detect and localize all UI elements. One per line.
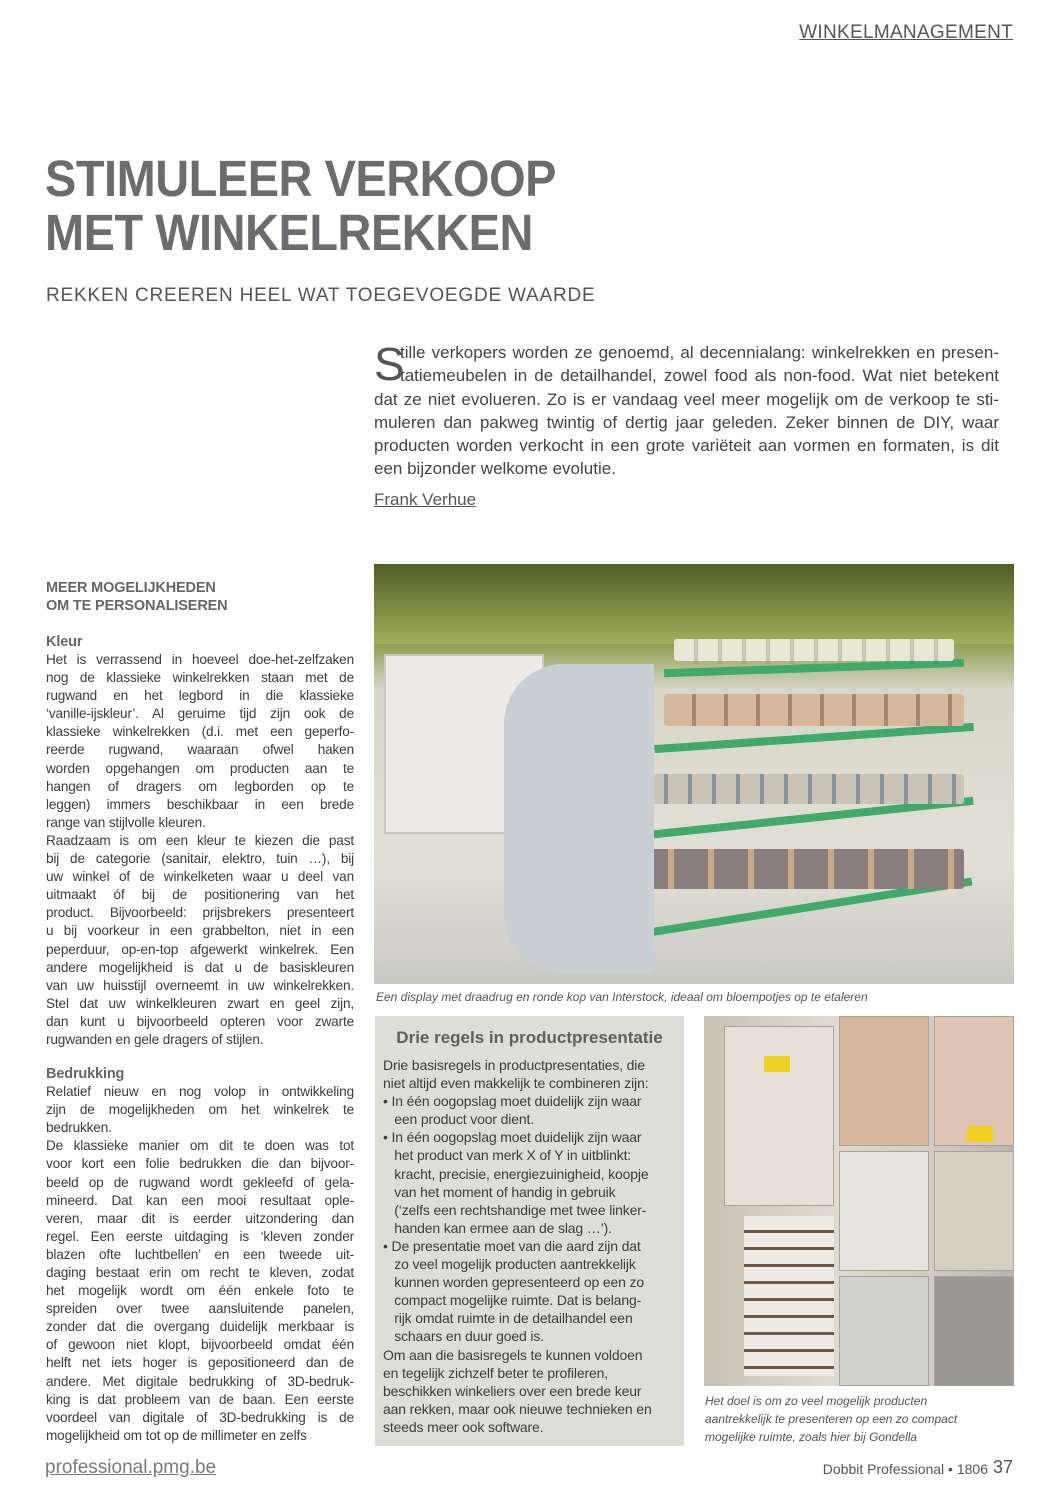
text-line: product. Bijvoorbeeld: prijsbrekers presenteert	[46, 905, 354, 921]
text-line: rugwanden en gele dragers of stijlen.	[46, 1031, 264, 1047]
tiles-display-photo	[704, 1016, 1014, 1386]
website-link[interactable]: professional.pmg.be	[45, 1457, 217, 1478]
text-line: regel. Een eerste uitdaging is ‘kleven zonder	[46, 1228, 354, 1244]
text-line: dat ze niet evolueren. Zo is er vandaag veel meer mogelijk om de verkoop te sti-	[374, 389, 999, 409]
text-line: rijk omdat ruimte in de detailhandel een	[383, 1310, 633, 1327]
store-display-photo	[374, 564, 1014, 984]
article-title	[45, 152, 556, 260]
text-line: uw winkel of de winkelketen waar u deel van	[46, 869, 354, 885]
text-line: rugwand en het legbord in die klassieke	[46, 688, 354, 704]
text-line: king is dat probleem van de baan. Een eerste	[46, 1391, 354, 1407]
text-line: en tegelijk zichzelf beter te profileren,	[383, 1364, 608, 1381]
text-line: nog de klassieke winkelrekken staan met de	[46, 670, 354, 686]
text-line: van het moment of handig in gebruik	[383, 1183, 616, 1200]
text-line: Stel dat uw winkelkleuren zwart en geel zijn,	[46, 995, 354, 1011]
text-line: ‘vanille-ijskleur’. Al geruime tijd zijn ook de	[46, 706, 354, 722]
column-heading	[46, 579, 354, 615]
text-line: leggen) immers beschikbaar in een brede	[46, 796, 354, 812]
text-line: kunnen worden gepresenteerd op een zo	[383, 1274, 644, 1291]
text-line: hangen of dragers om legborden op te	[46, 778, 354, 794]
text-line: voordeel van digitale of 3D-bedrukking is de	[46, 1409, 354, 1425]
text-line: compact mogelijke ruimte. Dat is belang-	[383, 1292, 642, 1309]
title-line: MET WINKELREKKEN	[45, 204, 533, 261]
text-line: of gewoon niet klopt, bijvoorbeeld omdat één	[46, 1337, 354, 1353]
text-line: Om aan die basisregels te kunnen voldoen	[383, 1346, 643, 1363]
text-line: het mogelijk wordt om één enkele foto te	[46, 1283, 354, 1299]
author-byline: Frank Verhue	[374, 490, 477, 509]
text-line: helft net iets hoger is gepositioneerd dan de	[46, 1355, 354, 1371]
photo-caption: Een display met draadrug en ronde kop van Interstock, ideaal om bloempotjes op te etaleren	[376, 990, 868, 1004]
text-line: andere mogelijkheid is dat u de basiskleuren	[46, 959, 354, 975]
text-line: schaars en duur goed is.	[383, 1328, 544, 1345]
text-line: (‘zelfs een rechtshandige met twee linker-	[383, 1201, 647, 1218]
text-line: uitmaakt óf bij de positionering van het	[46, 887, 354, 903]
text-line: andere. Met digitale bedrukking of 3D-bedruk-	[46, 1373, 354, 1389]
box-title: Drie regels in productpresentatie	[396, 1028, 663, 1047]
section-heading: Bedrukking	[46, 1066, 125, 1083]
text-line: Relatief nieuw en nog volop in ontwikkeling	[46, 1084, 354, 1100]
text-line: blazen ofte luchtbellen’ en een tweede uit-	[46, 1246, 354, 1262]
left-column	[46, 579, 354, 1445]
text-line: Drie basisregels in productpresentaties, die	[383, 1057, 645, 1073]
text-line: spreiden over twee aansluitende panelen,	[46, 1301, 354, 1317]
text-line: dan kunt u bijvoorbeeld opteren voor zwarte	[46, 1013, 354, 1029]
text-line: Het is verrassend in hoeveel doe-het-zelfzaken	[46, 652, 354, 667]
text-line: zijn de mogelijkheden om het winkelrek te	[46, 1102, 354, 1118]
text-line: beeld op de rugwand wordt gekleefd of gela-	[46, 1174, 354, 1190]
text-line: niet altijd even makkelijk te combineren zijn:	[383, 1075, 649, 1092]
text-line: reerde rugwand, waaraan ofwel haken	[46, 742, 354, 758]
title-line: STIMULEER VERKOOP	[45, 150, 556, 207]
text-line: worden opgehangen om producten aan te	[46, 760, 354, 776]
text-line: een bijzonder welkome evolutie.	[374, 459, 616, 479]
text-line: • In één oogopslag moet duidelijk zijn waar	[383, 1093, 642, 1110]
caption-line: Het doel is om zo veel mogelijk producten	[705, 1394, 928, 1408]
caption-line: mogelijke ruimte, zoals hier bij Gondella	[705, 1430, 918, 1444]
section-label: WINKELMANAGEMENT	[799, 22, 1013, 43]
section-heading: Kleur	[46, 634, 83, 650]
text-line: bij de categorie (sanitair, elektro, tuin …), bij	[46, 851, 354, 867]
text-line: • De presentatie moet van die aard zijn dat	[383, 1237, 641, 1254]
text-line: • In één oogopslag moet duidelijk zijn waar	[383, 1129, 642, 1146]
text-line: daging bestaat erin om recht te kleven, zodat	[46, 1265, 354, 1280]
text-line: zo veel mogelijk producten aantrekkelijk	[383, 1256, 636, 1273]
drop-cap: S	[374, 338, 405, 390]
text-line: Raadzaam is om een kleur te kiezen die past	[46, 832, 354, 848]
text-line: u bij voorkeur in een grabbelton, niet in een	[46, 923, 354, 939]
text-line: tatiemeubelen in de detailhandel, zowel food als non-food. Wat niet betekent	[400, 366, 999, 386]
text-line: mineerd. Dat kan een mooi resultaat ople-	[46, 1192, 354, 1208]
text-line: tille verkopers worden ze genoemd, al decennialang: winkelrekken en presen-	[400, 343, 999, 362]
photo-caption	[705, 1392, 1005, 1446]
text-line: muleren dan pakweg twintig of dertig jaar geleden. Zeker binnen de DIY, waar	[374, 412, 999, 432]
magazine-issue: Dobbit Professional • 1806	[822, 1461, 988, 1477]
text-line: veren, maar dit is eerder uitzondering dan	[46, 1210, 354, 1226]
text-line: klassieke winkelrekken (d.i. met een geperfo-	[46, 724, 354, 740]
text-line: range van stijlvolle kleuren.	[46, 814, 206, 830]
sidebar-box	[375, 1016, 684, 1446]
text-line: het product van merk X of Y in uitblinkt:	[383, 1147, 632, 1164]
text-line: bedrukken.	[46, 1120, 112, 1136]
text-line: producten worden verkocht in een grote variëteit aan vormen en formaten, is dit	[374, 436, 999, 456]
text-line: aan rekken, maar ook nieuwe technieken en	[383, 1400, 652, 1417]
text-line: steeds meer ook software.	[383, 1418, 544, 1435]
text-line: mogelijkheid om tot op de millimeter en zelfs	[46, 1427, 307, 1443]
text-line: zonder dat die overgang duidelijk merkbaar is	[46, 1319, 354, 1335]
caption-line: aantrekkelijk te presenteren op een zo compact	[705, 1412, 958, 1426]
text-line: kracht, precisie, energiezuinigheid, koopje	[383, 1165, 649, 1182]
heading-line: MEER MOGELIJKHEDEN	[46, 580, 216, 596]
text-line: peperduur, op-en-top afgewerkt winkelrek. Een	[46, 941, 354, 957]
text-line: De klassieke manier om dit te doen was tot	[46, 1138, 354, 1154]
text-line: handen kan ermee aan de slag …’).	[383, 1219, 612, 1236]
intro-paragraph	[374, 338, 999, 481]
text-line: beschikken winkeliers over een brede keur	[383, 1382, 642, 1399]
text-line: voor kort een folie bedrukken die dan bijvoor-	[46, 1156, 354, 1172]
heading-line: OM TE PERSONALISEREN	[46, 598, 228, 614]
text-line: van uw huisstijl overneemt in uw winkelrekken.	[46, 977, 354, 993]
page-number: 37	[992, 1457, 1013, 1477]
text-line: een product voor dient.	[383, 1111, 534, 1128]
article-subtitle: REKKEN CREEREN HEEL WAT TOEGEVOEGDE WAARDE	[46, 285, 596, 306]
